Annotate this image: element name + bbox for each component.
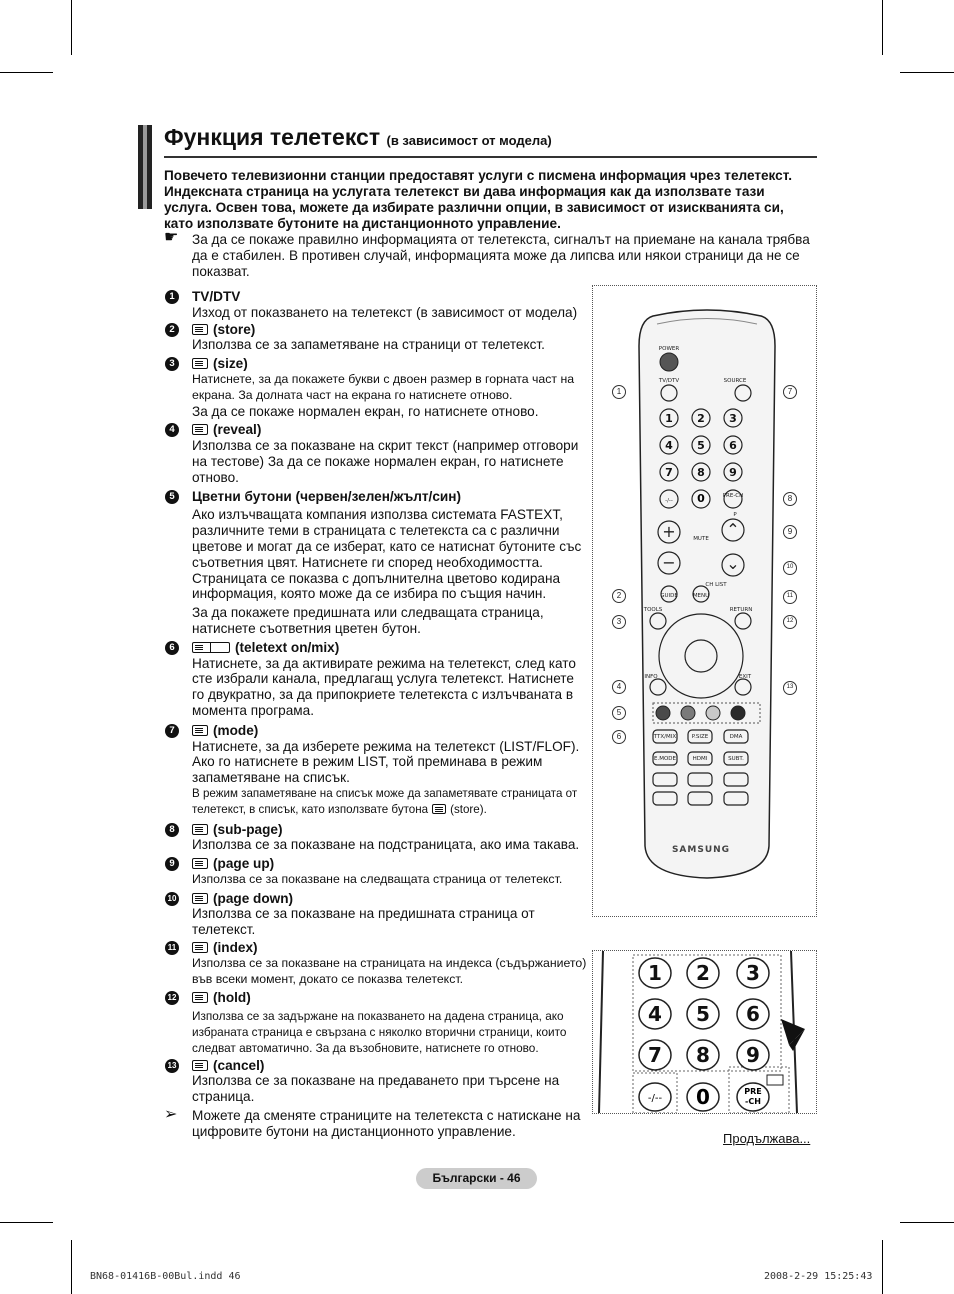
svg-text:TTX/MIX: TTX/MIX: [653, 734, 677, 740]
list-item: 6 (teletext on/mix) Натиснете, за да активирате режима на телетекст, след като сте избрали канала, предлагащ услуга телетекст. Натиснете го двукратно, за да припокриете телетекста с излъчваната в момента програма.: [164, 640, 589, 719]
svg-text:⌃: ⌃: [726, 520, 740, 539]
final-note: ➢ Можете да сменяте страниците на телетекста с натискане на цифровите бутони на дистанционното управление.: [164, 1106, 581, 1139]
hold-icon: [192, 992, 208, 1003]
cancel-icon: [192, 1060, 208, 1071]
list-item: 8 (sub-page) Използва се за показване на подстраницата, ако има такава.: [164, 822, 589, 854]
remote-illustration-frame: [592, 285, 817, 917]
svg-text:PRE: PRE: [744, 1087, 762, 1096]
crop-mark: [900, 1222, 954, 1223]
svg-text:0: 0: [696, 1085, 710, 1109]
list-item: 11 (index) Използва се за показване на страницата на индекса (съдържанието) във всеки момент, докато се показва телетекст.: [164, 940, 589, 987]
remote-digit-key: 5: [697, 439, 705, 452]
svg-text:SOURCE: SOURCE: [723, 378, 747, 384]
zoom-digit-label: 6: [746, 1002, 760, 1026]
power-button: [660, 353, 678, 371]
button-list: [164, 289, 589, 1140]
callout-2: 2: [612, 589, 626, 603]
callout-8: 8: [783, 492, 797, 506]
crop-mark: [0, 72, 53, 73]
svg-text:CH LIST: CH LIST: [705, 582, 727, 588]
crop-mark: [0, 1222, 53, 1223]
svg-text:-/--: -/--: [647, 1093, 663, 1104]
zoom-digit-label: 3: [746, 961, 760, 985]
svg-text:⌄: ⌄: [726, 554, 740, 573]
callout-12: 12: [783, 615, 797, 629]
color-button: [681, 706, 695, 720]
callout-11: 11: [783, 590, 797, 604]
svg-text:P.SIZE: P.SIZE: [691, 734, 709, 740]
zoom-digit-label: 5: [696, 1002, 710, 1026]
item-number: 1: [165, 290, 179, 304]
list-item: 13 (cancel) Използва се за показване на предаването при търсене на страница.: [164, 1058, 589, 1105]
svg-text:EXIT: EXIT: [738, 674, 752, 680]
footer-timestamp: 2008-2-29 15:25:43: [764, 1271, 873, 1282]
list-item: 10 (page down) Използва се за показване на предишната страница от телетекст.: [164, 891, 589, 938]
callout-4: 4: [612, 680, 626, 694]
list-item: 7 (mode) Натиснете, за да изберете режима на телетекст (LIST/FLOF). Ако го натиснете в режим LIST, той преминава в режим запаметяване на списък. В режим запаметяване на списък може да запаметявате страницата от телетекст, в списък, като използвате бутона (store).: [164, 723, 589, 818]
remote-control-illustration: [593, 286, 816, 916]
callout-1: 1: [612, 385, 626, 399]
color-button: [731, 706, 745, 720]
callout-13: 13: [783, 681, 797, 695]
note-block: ☛ За да се покаже правилно информацията от телетекста, сигналът на приемане на канала трябва да е стабилен. В противен случай, информацията може да липсва или някои страници да не се показват.: [164, 229, 810, 279]
crop-mark: [900, 72, 954, 73]
list-item: 1 TV/DTV Изход от показването на телетекст (в зависимост от модела): [164, 289, 589, 321]
svg-text:0: 0: [697, 492, 705, 505]
remote-digit-key: 3: [729, 412, 737, 425]
sub-page-icon: [192, 824, 208, 835]
svg-text:TV/DTV: TV/DTV: [658, 378, 680, 384]
zoom-digit-label: 8: [696, 1043, 710, 1067]
index-icon: [192, 942, 208, 953]
list-item: 9 (page up) Използва се за показване на следващата страница от телетекст.: [164, 856, 589, 888]
callout-7: 7: [783, 385, 797, 399]
zoom-digit-label: 1: [648, 961, 662, 985]
svg-text:SAMSUNG: SAMSUNG: [671, 845, 731, 855]
number-pad-zoom-frame: [592, 950, 817, 1114]
svg-text:−: −: [662, 553, 676, 572]
page-down-icon: [192, 893, 208, 904]
svg-text:E.MODE: E.MODE: [653, 756, 677, 762]
store-icon: [192, 324, 208, 335]
color-button: [706, 706, 720, 720]
svg-text:TOOLS: TOOLS: [643, 607, 663, 613]
title-accent-bar: [138, 125, 152, 209]
page-number-badge: Български - 46: [416, 1168, 537, 1189]
title-rule: [164, 156, 817, 158]
crop-mark: [71, 0, 72, 55]
crop-mark: [882, 0, 883, 55]
svg-text:+: +: [662, 522, 676, 541]
store-icon: [432, 804, 446, 814]
list-item: 12 (hold) Използва се за задържане на показването на дадена страница, ако избраната страница е свързана с няколко вторични страници, които следват автоматично. За да възобновите, натиснете го отново.: [164, 990, 589, 1056]
svg-text:DMA: DMA: [729, 734, 743, 740]
remote-digit-key: 6: [729, 439, 737, 452]
zoom-digit-label: 4: [648, 1002, 662, 1026]
size-icon: [192, 358, 208, 369]
callout-6: 6: [612, 730, 626, 744]
footer-file-info: BN68-01416B-00Bul.indd 46: [90, 1271, 241, 1282]
remote-digit-key: 2: [697, 412, 705, 425]
svg-text:P: P: [733, 512, 737, 518]
page-title: Функция телетекст (в зависимост от модела): [164, 124, 552, 150]
list-item: 2 (store) Използва се за запаметяване на страници от телетекст.: [164, 322, 589, 354]
arrow-right-icon: ➢: [164, 1106, 178, 1124]
intro-text: Повечето телевизионни станции предоставят услуги с писмена информация чрез телетекст. Индексната страница на услугата телетекст ви дава информация как да използвате тази услуга. Освен това, можете да избирате различни опции, в зависимост от изискванията си, като използвате бутоните на дистанционното управление.: [164, 168, 792, 231]
svg-text:SUBT.: SUBT.: [728, 756, 744, 762]
svg-text:-/--: -/--: [665, 498, 673, 504]
list-item: 4 (reveal) Използва се за показване на скрит текст (например отговори на тестове) За да се покаже нормален екран, го натиснете отново.: [164, 422, 589, 485]
svg-text:GUIDE: GUIDE: [660, 593, 678, 599]
svg-text:RETURN: RETURN: [729, 607, 753, 613]
svg-text:MENU: MENU: [692, 593, 710, 599]
remote-digit-key: 8: [697, 466, 705, 479]
svg-text:POWER: POWER: [658, 346, 680, 352]
zoom-digit-label: 7: [648, 1043, 662, 1067]
continues-link: Продължава...: [723, 1131, 811, 1146]
zoom-digit-label: 2: [696, 961, 710, 985]
crop-mark: [71, 1240, 72, 1294]
pointing-hand-icon: ☛: [164, 229, 179, 246]
remote-digit-key: 7: [665, 466, 673, 479]
reveal-icon: [192, 424, 208, 435]
list-item: 3 (size) Натиснете, за да покажете букви с двоен размер в горната част на екрана. За долната част на екрана го натиснете отново. За да се покаже нормален екран, го натиснете отново.: [164, 356, 589, 419]
svg-text:PRE-CH: PRE-CH: [722, 493, 744, 499]
number-pad-zoom: [593, 951, 816, 1113]
svg-text:INFO: INFO: [644, 674, 658, 680]
teletext-mix-icon: [192, 642, 230, 653]
svg-text:MUTE: MUTE: [693, 536, 709, 542]
crop-mark: [882, 1240, 883, 1294]
callout-9: 9: [783, 525, 797, 539]
callout-10: 10: [783, 561, 797, 575]
svg-text:-CH: -CH: [745, 1097, 761, 1106]
svg-text:HDMI: HDMI: [692, 756, 708, 762]
remote-digit-key: 1: [665, 412, 673, 425]
mode-icon: [192, 725, 208, 736]
color-button: [656, 706, 670, 720]
callout-3: 3: [612, 615, 626, 629]
remote-digit-key: 9: [729, 466, 737, 479]
callout-5: 5: [612, 706, 626, 720]
remote-digit-key: 4: [665, 439, 673, 452]
zoom-digit-label: 9: [746, 1043, 760, 1067]
list-item: 5 Цветни бутони (червен/зелен/жълт/син) Ако излъчващата компания използва системата FASTEXT, различните теми в страницата с телетекста са с различни цветове и могат да се изберат, като се натиснат бутоните със съответния цвят. Натиснете ги според необходимостта. Страницата се показва с допълнителна цветово кодирана информация, която може да се избира по същия начин. За да покажете предишната или следващата страница, натиснете съответния цветен бутон.: [164, 489, 589, 637]
page-up-icon: [192, 858, 208, 869]
